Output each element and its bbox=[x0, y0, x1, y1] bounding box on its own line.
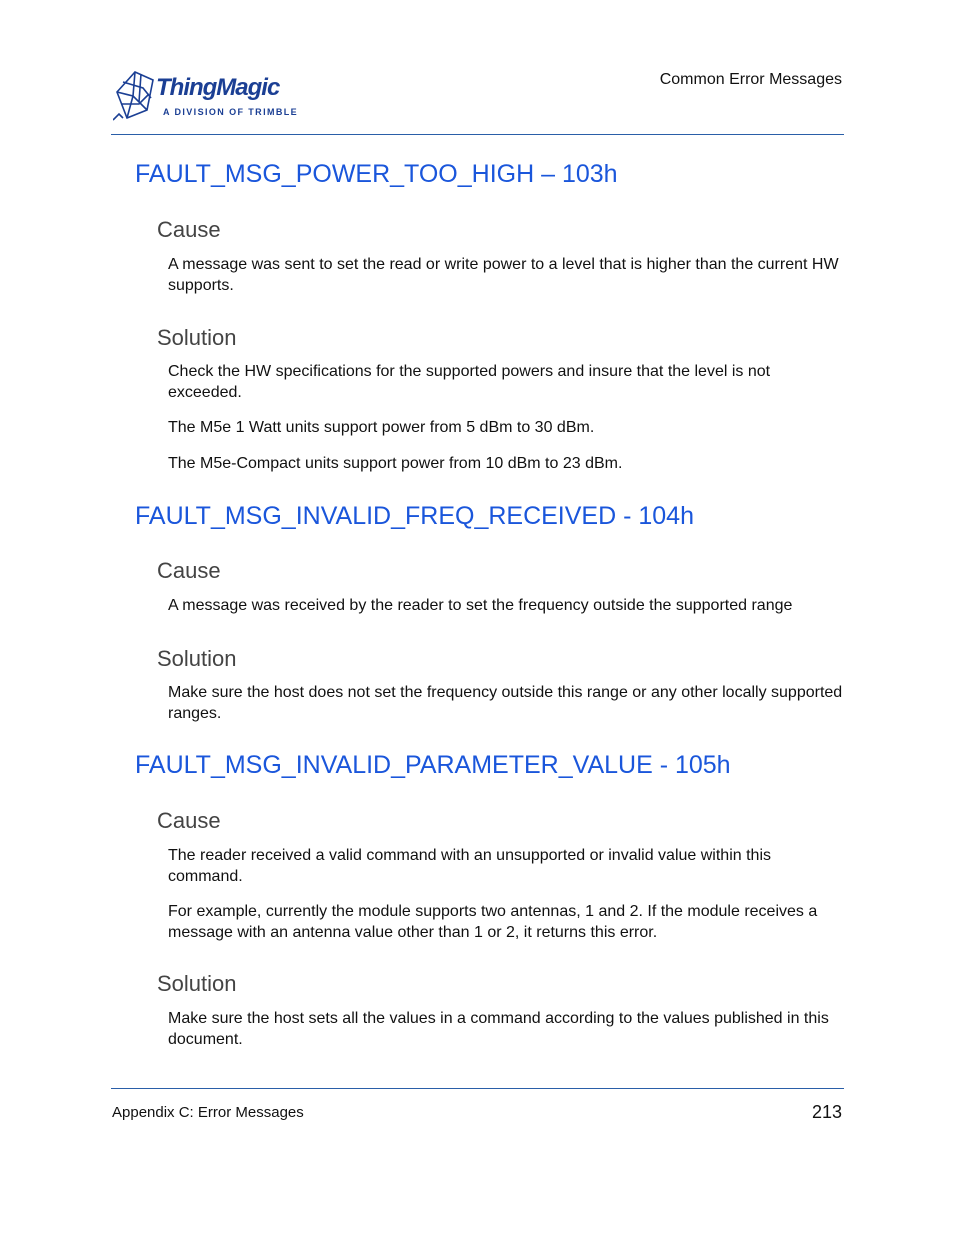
section-title-invalid-parameter: FAULT_MSG_INVALID_PARAMETER_VALUE - 105h bbox=[135, 751, 731, 779]
header-divider bbox=[111, 134, 844, 135]
solution-heading: Solution bbox=[157, 971, 237, 996]
section-title-power-too-high: FAULT_MSG_POWER_TOO_HIGH – 103h bbox=[135, 160, 618, 188]
solution-paragraph: Check the HW specifications for the supported powers and insure that the level is not exceeded. bbox=[168, 363, 771, 401]
solution-paragraph: The M5e 1 Watt units support power from 5 dBm to 30 dBm. bbox=[168, 419, 595, 436]
solution-heading: Solution bbox=[157, 325, 237, 350]
cause-paragraph: A message was sent to set the read or write power to a level that is higher than the current HW supports. bbox=[168, 256, 839, 294]
cause-paragraph: The reader received a valid command with an unsupported or invalid value within this command. bbox=[168, 847, 771, 885]
solution-paragraph: The M5e-Compact units support power from 10 dBm to 23 dBm. bbox=[168, 455, 623, 472]
thingmagic-logo bbox=[113, 66, 313, 124]
footer-divider bbox=[111, 1088, 844, 1089]
running-header-title: Common Error Messages bbox=[659, 71, 842, 88]
solution-paragraph: Make sure the host does not set the frequency outside this range or any other locally supported ranges. bbox=[168, 684, 843, 722]
logo-tagline: A DIVISION OF TRIMBLE bbox=[163, 107, 299, 117]
cause-heading: Cause bbox=[157, 808, 221, 833]
section-title-invalid-freq: FAULT_MSG_INVALID_FREQ_RECEIVED - 104h bbox=[135, 502, 694, 530]
page-number: 213 bbox=[811, 1102, 842, 1122]
footer-chapter: Appendix C: Error Messages bbox=[112, 1104, 304, 1121]
cause-paragraph: For example, currently the module supports two antennas, 1 and 2. If the module receives a message with an antenna value other than 1 or 2, it returns this error. bbox=[168, 903, 818, 941]
logo-name: ThingMagic bbox=[156, 74, 280, 101]
cause-heading: Cause bbox=[157, 217, 221, 242]
solution-heading: Solution bbox=[157, 646, 237, 671]
page-header bbox=[0, 0, 954, 140]
cause-paragraph: A message was received by the reader to set the frequency outside the supported range bbox=[168, 597, 793, 614]
solution-paragraph: Make sure the host sets all the values in a command according to the values published in this document. bbox=[168, 1010, 829, 1048]
cause-heading: Cause bbox=[157, 558, 221, 583]
logo-cube-icon bbox=[113, 66, 157, 124]
